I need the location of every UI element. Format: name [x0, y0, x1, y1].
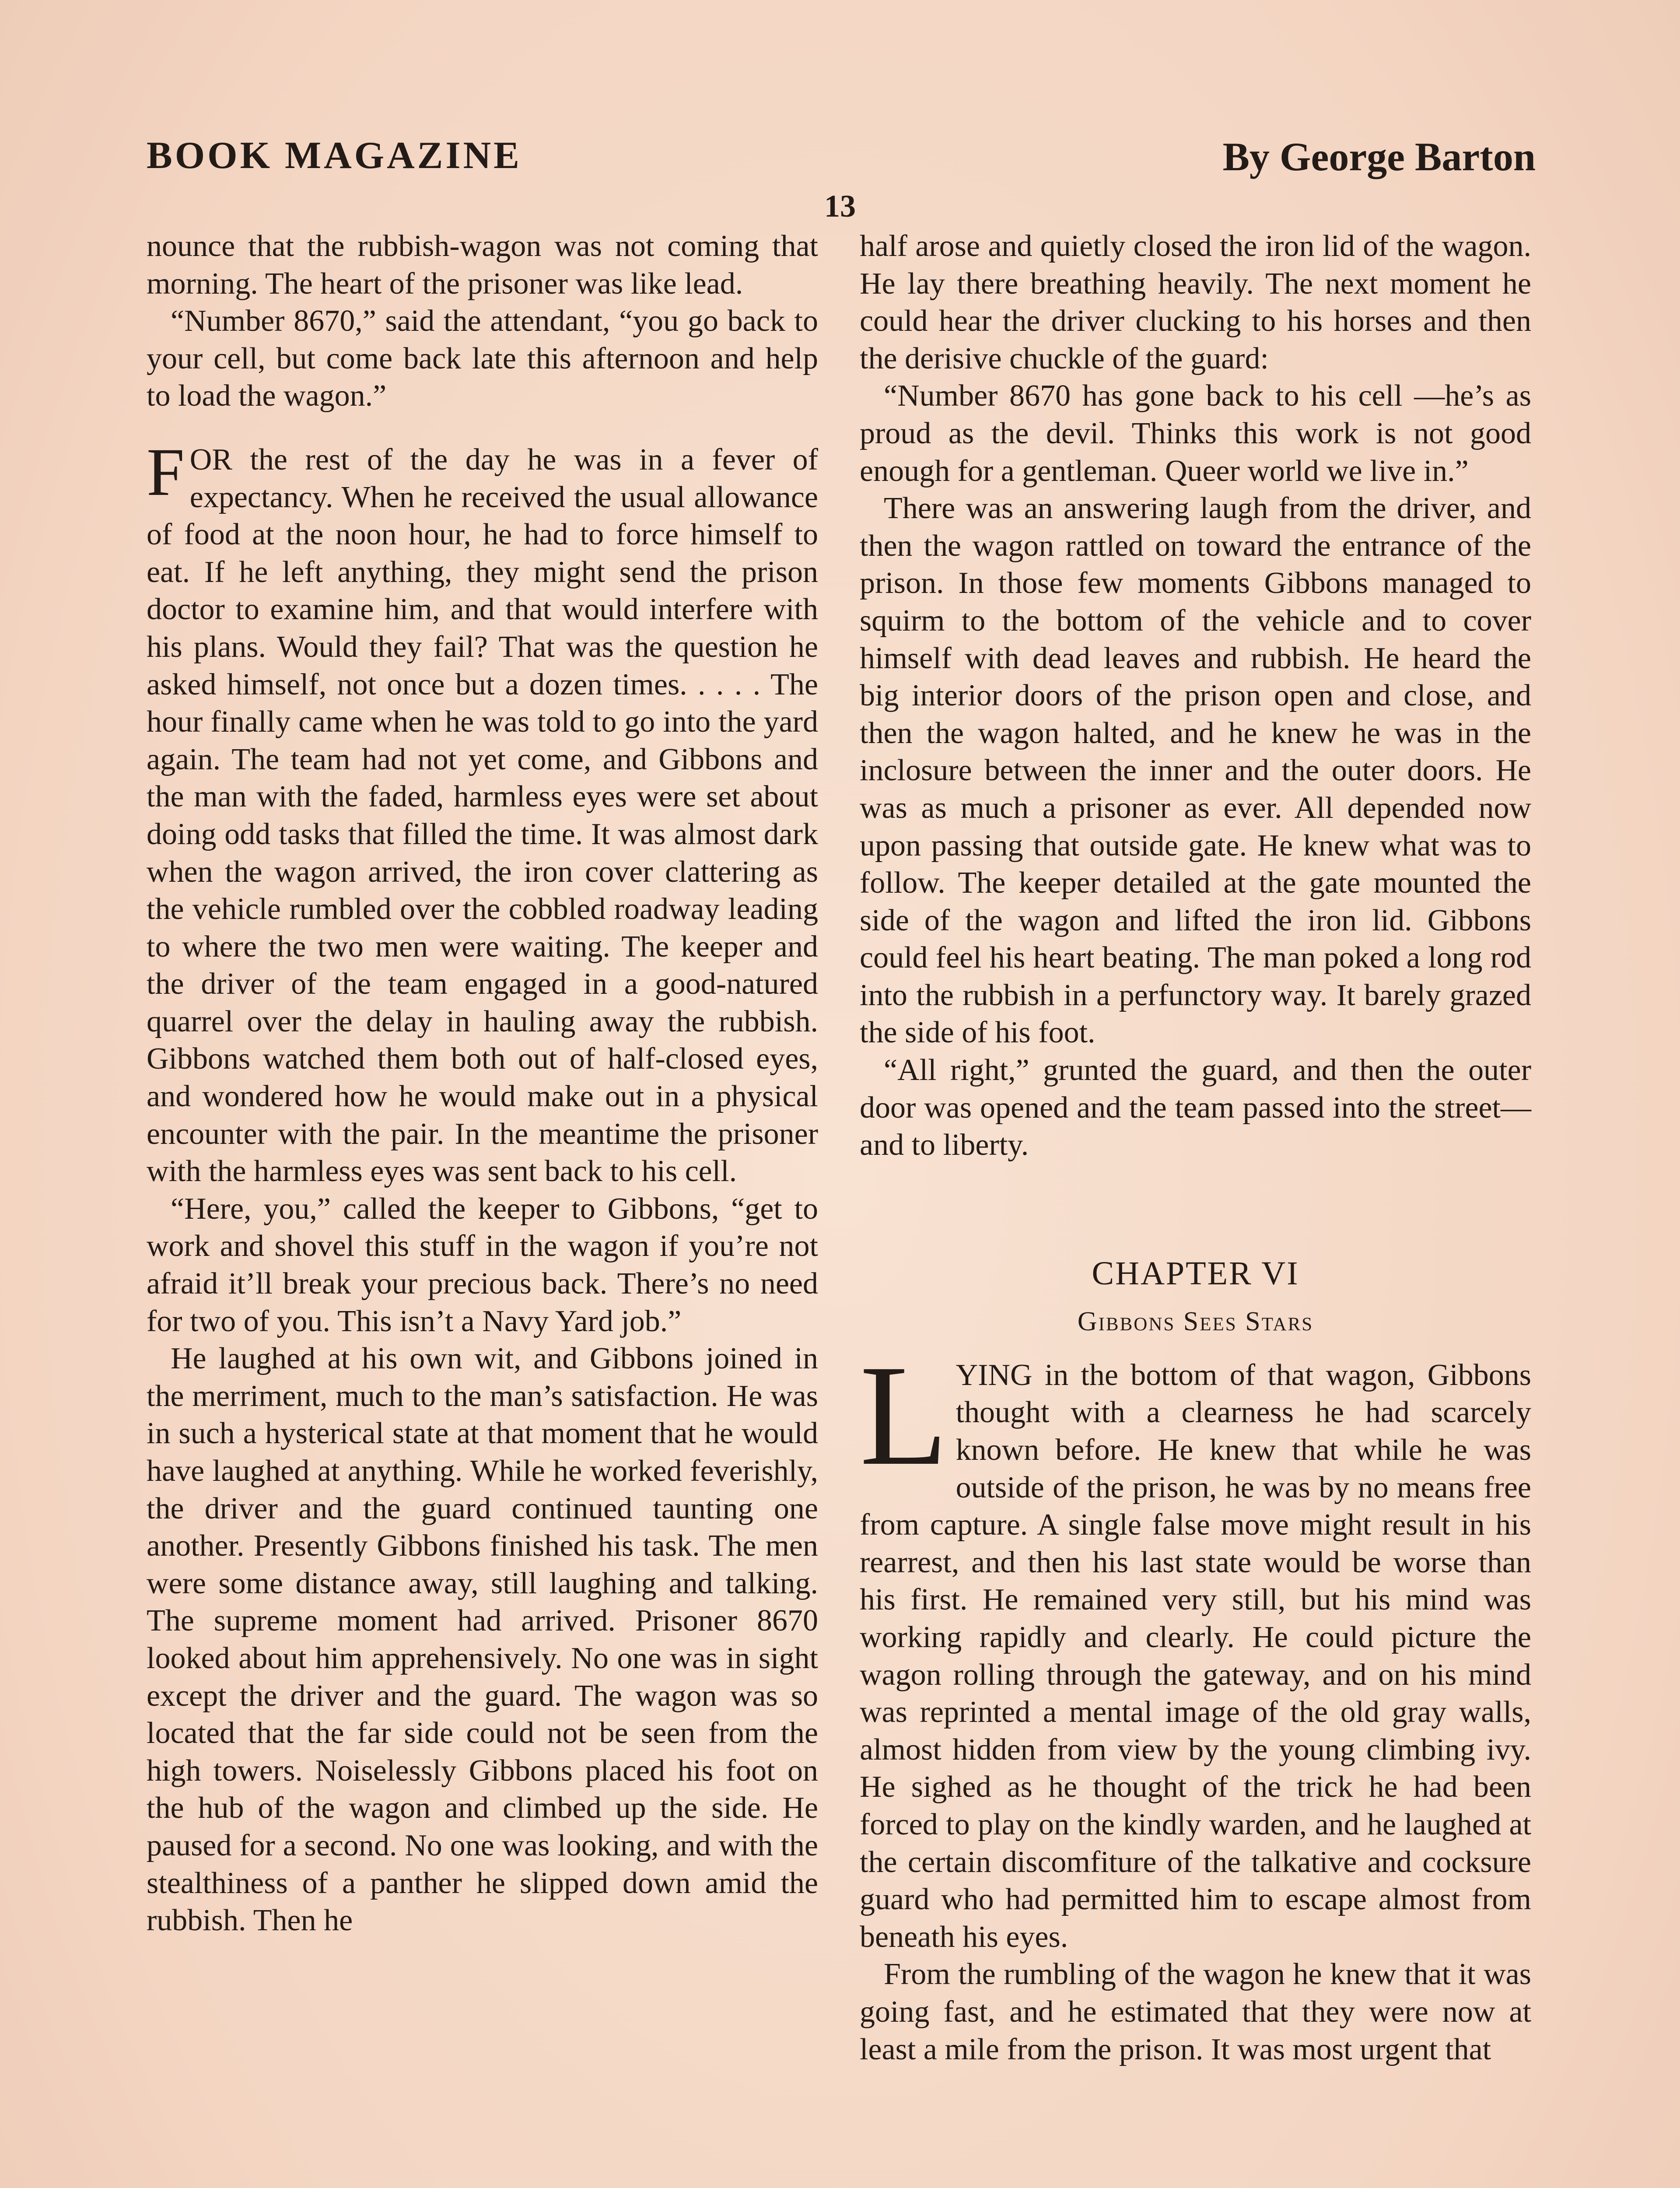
paragraph: From the rumbling of the wagon he knew that it was going fast, and he estimated that they were now at least a mile from the prison. It was most urgent that [860, 1957, 1531, 2066]
paragraph: “Number 8670,” said the attendant, “you go back to your cell, but come back late this afternoon and help to load the wagon.” [147, 304, 818, 413]
paragraph: half arose and quietly closed the iron lid of the wagon. He lay there breathing heavily. The next moment he could hear the driver clucking to his horses and then the derisive chuckle of the guard: [860, 229, 1531, 375]
paragraph: There was an answering laugh from the driver, and then the wagon rattled on toward the entrance of the prison. In those few moments Gibbons managed to squirm to the bottom of the vehicle and to cover himself with dead leaves and rubbish. He heard the big interior doors of the prison open and close, and then the wagon halted, and he knew he was in the inclosure between the inner and the outer doors. He was as much a prisoner as ever. All depended now upon passing that outside gate. He knew what was to follow. The keeper detailed at the gate mounted the side of the wagon and lifted the iron lid. Gibbons could feel his heart beating. The man poked a long rod into the rubbish in a perfunctory way. It barely grazed the side of his foot. [860, 491, 1531, 1050]
paragraph: “Number 8670 has gone back to his cell —he’s as proud as the devil. Thinks this work is not good enough for a gentleman. Queer world we live in.” [860, 379, 1531, 488]
drop-cap: L [860, 1335, 948, 1495]
chapter-subtitle: Gibbons Sees Stars [1077, 1306, 1314, 1336]
author-byline: By George Barton [1222, 134, 1536, 179]
paragraph-text: OR the rest of the day he was in a fever of expectancy. When he received the usual allowance of food at the noon hour, he had to force himself to eat. If he left anything, they might send the prison doctor to examine him, and that would interfere with his plans. Would they fail? That was the question he asked himself, not once but a dozen times. . . . . The hour finally came when he was told to go into the yard again. The team had not yet come, and Gibbons and the man with the faded, harmless eyes were set about doing odd tasks that filled the time. It was almost dark when the wagon arrived, the iron cover clattering as the vehicle rumbled over the cobbled roadway leading to where the two men were waiting. The keeper and the driver of the team engaged in a good-natured quarrel over the delay in hauling away the rubbish. Gibbons watched them both out of half-closed eyes, and wondered how he would make out in a physical encounter with the pair. In the meantime the prisoner with the harmless eyes was sent back to his cell. [147, 442, 818, 1189]
magazine-title: BOOK MAGAZINE [147, 134, 522, 177]
paragraph: He laughed at his own wit, and Gibbons joined in the merriment, much to the man’s satisfaction. He was in such a hysterical state at that moment that he would have laughed at anything. While he worked feverishly, the driver and the guard continued taunting one another. Presently Gibbons finished his task. The men were some distance away, still laughing and talking. The supreme moment had arrived. Prisoner 8670 looked about him apprehensively. No one was in sight except the driver and the guard. The wagon was so located that the far side could not be seen from the high towers. Noiselessly Gibbons placed his foot on the hub of the wagon and climbed up the side. He paused for a second. No one was looking, and with the stealthiness of a panther he slipped down amid the rubbish. Then he [147, 1342, 818, 1938]
page-number: 13 [824, 189, 856, 224]
drop-cap: F [147, 434, 185, 510]
paragraph-with-dropcap [860, 1335, 1531, 1956]
paragraph: “Here, you,” called the keeper to Gibbons, “get to work and shovel this stuff in the wagon if you’re not afraid it’ll break your precious back. There’s no need for two of you. This isn’t a Navy Yard job.” [147, 1192, 818, 1338]
right-column [860, 228, 1531, 2068]
paragraph: “All right,” grunted the guard, and then the outer door was opened and the team passed into the street—and to liberty. [860, 1053, 1531, 1162]
paragraph: nounce that the rubbish-wagon was not coming that morning. The heart of the prisoner was like lead. [147, 229, 818, 301]
paragraph-text: YING in the bottom of that wagon, Gibbons thought with a clearness he had scarcely known before. He knew that while he was outside of the prison, he was by no means free from capture. A single false move might result in his rearrest, and then his last state would be worse than his first. He remained very still, but his mind was working rapidly and clearly. He could picture the wagon rolling through the gateway, and on his mind was reprinted a mental image of the old gray walls, almost hidden from view by the young climbing ivy. He sighed as he thought of the trick he had been forced to play on the kindly warden, and he laughed at the certain discomfiture of the talkative and cocksure guard who had permitted him to escape almost from beneath his eyes. [860, 1358, 1531, 1954]
paragraph-with-dropcap [147, 434, 818, 1190]
left-column [147, 228, 818, 1939]
chapter-heading: CHAPTER VI [1092, 1255, 1299, 1292]
